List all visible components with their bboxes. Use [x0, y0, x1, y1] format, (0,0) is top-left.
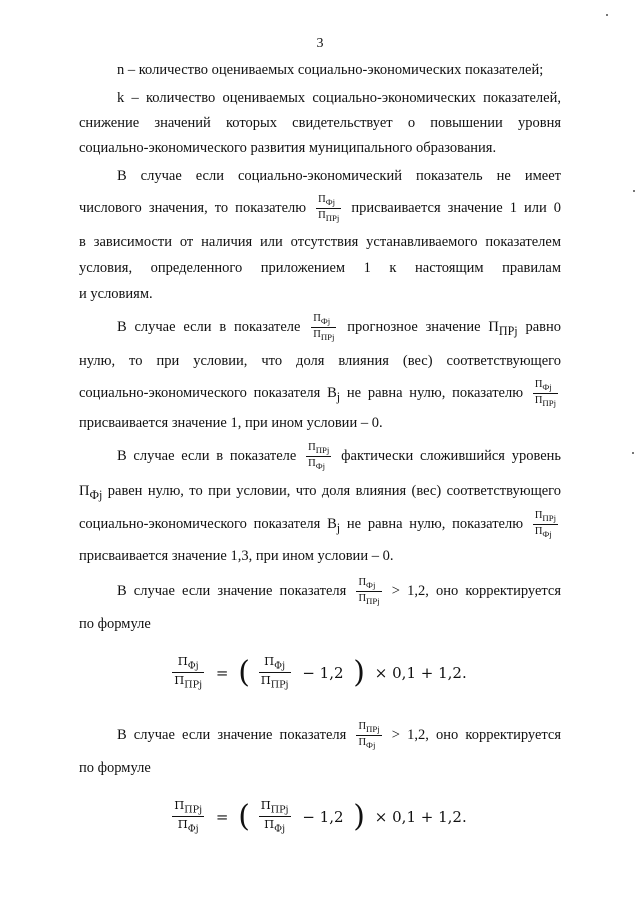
text-span: В случае если в показателе — [117, 319, 301, 336]
text-span: В случае если в показателе — [117, 448, 297, 465]
para-nonnumeric-line1: В случае если социально-экономический показатель не имеет — [117, 168, 561, 184]
symbol-p: П — [174, 672, 185, 687]
symbol-p: П — [308, 457, 316, 469]
symbol-p: П — [534, 525, 543, 537]
minus-term: − 1,2 — [302, 663, 344, 682]
fraction-denominator — [306, 457, 331, 471]
subscript: Фj — [542, 528, 552, 539]
subscript: ПРj — [270, 679, 289, 691]
text-span: фактически сложившийся уровень — [341, 448, 562, 465]
symbol-p: П — [313, 313, 321, 324]
fraction-numerator — [172, 800, 204, 817]
symbol-p: П — [313, 328, 321, 340]
para-correction2-line1 — [117, 722, 561, 750]
symbol-p: П — [358, 577, 367, 588]
subscript: Фj — [325, 197, 336, 208]
para-forecast-zero-line4: присваивается значение 1, при ином условии – 0. — [79, 415, 383, 431]
para-correction1-line1 — [117, 578, 561, 606]
subscript: Фj — [274, 660, 286, 672]
subscript: Фj — [187, 660, 199, 672]
fraction-denominator — [356, 736, 381, 750]
fraction-denominator — [533, 525, 558, 539]
fraction-pf-over-ppr — [172, 656, 204, 690]
formula-tail: × 0,1 + 1,2. — [374, 807, 467, 826]
fraction-numerator — [533, 380, 558, 394]
subscript: Фj — [274, 823, 286, 835]
fraction-ppr-over-pf — [172, 800, 204, 834]
subscript: Фj — [542, 382, 552, 393]
fraction-ppr-over-pf — [259, 800, 291, 834]
para-k-definition-line3: социально-экономического развития муниципального образования. — [79, 140, 497, 156]
formula-tail: × 0,1 + 1,2. — [374, 663, 467, 682]
text-span: числового значения, то показателю — [79, 200, 307, 217]
subscript: ПРj — [184, 679, 203, 691]
text-span: не равна нулю, показателю — [346, 385, 524, 402]
symbol-p: П — [264, 654, 275, 668]
text-span: присваивается значение 1 или 0 — [351, 200, 562, 217]
fraction-numerator — [533, 511, 558, 525]
symbol-p: П — [534, 379, 543, 390]
para-forecast-zero-line1 — [117, 314, 561, 342]
scan-speck — [632, 452, 634, 454]
symbol-p: П — [318, 209, 326, 221]
subscript: Фj — [366, 739, 376, 750]
fraction-numerator — [259, 656, 291, 673]
left-paren: ( — [238, 798, 250, 834]
text-span: $П_{Фj}$ — [79, 483, 103, 502]
subscript: ПРj — [366, 724, 380, 735]
text-span: социально-экономического показателя $В_j$ — [79, 385, 341, 405]
fraction-denominator — [311, 328, 336, 342]
para-k-definition-line1: k – количество оцениваемых социально-экономических показателей, — [117, 90, 561, 106]
subscript: Фj — [315, 460, 326, 471]
symbol-p: П — [318, 194, 326, 205]
fraction-denominator — [316, 209, 341, 223]
text-span: равен нулю, то при условии, что доля влияния (вес) соответствующего — [107, 483, 562, 499]
subscript: Фj — [366, 580, 376, 591]
formula-correction-1 — [0, 656, 640, 690]
fraction-denominator — [259, 817, 291, 834]
subscript: ПРj — [320, 331, 335, 342]
subscript: ПРj — [270, 804, 289, 816]
symbol-p: П — [260, 672, 271, 687]
para-k-definition-line2: снижение значений которых свидетельствует о повышении уровня — [79, 115, 561, 131]
para-fact-zero-line1 — [117, 443, 561, 471]
subscript: ПРj — [542, 513, 557, 524]
para-forecast-zero-line3 — [79, 380, 561, 408]
symbol-p: П — [264, 816, 275, 831]
para-nonnumeric-line3: в зависимости от наличия или отсутствия устанавливаемого показателем — [79, 234, 561, 250]
subscript: ПРj — [184, 804, 203, 816]
fraction-pf-over-ppr — [356, 578, 381, 606]
text-span: В случае если значение показателя — [117, 583, 347, 600]
fraction-numerator — [356, 578, 381, 592]
fraction-numerator — [172, 656, 204, 673]
formula-correction-2 — [0, 800, 640, 834]
text-span: равно — [525, 319, 561, 336]
subscript: ПРj — [366, 595, 380, 606]
para-correction1-line2: по формуле — [79, 616, 151, 632]
page-number: 3 — [316, 36, 324, 51]
symbol-p: П — [174, 798, 185, 812]
right-paren: ) — [353, 654, 366, 690]
symbol-p: П — [358, 721, 367, 732]
fraction-ppr-over-pf — [533, 511, 558, 539]
symbol-p: П — [358, 592, 367, 604]
para-correction2-line2: по формуле — [79, 760, 151, 776]
fraction-pf-over-ppr — [533, 380, 558, 408]
symbol-p: П — [177, 654, 188, 668]
symbol-p: П — [534, 394, 543, 406]
fraction-denominator — [356, 592, 381, 606]
equals-sign: = — [215, 807, 229, 826]
fraction-ppr-over-pf — [356, 722, 381, 750]
text-span: В случае если значение показателя — [117, 727, 347, 744]
equals-sign: = — [215, 663, 229, 682]
subscript: Фj — [187, 823, 199, 835]
fraction-pf-over-ppr — [259, 656, 291, 690]
fraction-denominator — [172, 673, 204, 690]
symbol-p: П — [308, 442, 316, 453]
para-nonnumeric-line5: и условиям. — [79, 286, 153, 302]
para-forecast-zero-line2: нулю, то при условии, что доля влияния (вес) соответствующего — [79, 353, 561, 369]
fraction-denominator — [172, 817, 204, 834]
fraction-denominator — [533, 394, 558, 408]
fraction-numerator — [316, 195, 341, 209]
symbol-p: П — [260, 798, 271, 812]
para-n-definition: n – количество оцениваемых социально-экономических показателей; — [117, 62, 544, 78]
scan-speck — [633, 190, 635, 192]
symbol-p: П — [177, 816, 188, 831]
fraction-denominator — [259, 673, 291, 690]
symbol-p: П — [358, 736, 367, 748]
fraction-pf-over-ppr — [316, 195, 341, 223]
text-span: прогнозное значение $П_{ПРj}$ — [347, 319, 518, 339]
scan-speck — [606, 14, 608, 16]
text-span: > 1,2, оно корректируется — [391, 727, 562, 744]
para-fact-zero-line4: присваивается значение 1,3, при ином условии – 0. — [79, 548, 394, 564]
left-paren: ( — [238, 654, 250, 690]
para-fact-zero-line3 — [79, 511, 561, 539]
fraction-numerator — [311, 314, 336, 328]
para-nonnumeric-line4: условия, определенного приложением 1 к настоящим правилам — [79, 260, 561, 276]
symbol-p: П — [534, 510, 543, 521]
fraction-pf-over-ppr — [311, 314, 336, 342]
text-span: не равна нулю, показателю — [346, 516, 524, 533]
right-paren: ) — [353, 798, 366, 834]
text-span: социально-экономического показателя $В_j$ — [79, 516, 341, 536]
subscript: Фj — [320, 316, 331, 327]
fraction-numerator — [259, 800, 291, 817]
subscript: ПРj — [542, 397, 557, 408]
subscript: ПРj — [325, 212, 340, 223]
para-nonnumeric-line2 — [79, 195, 561, 223]
fraction-numerator — [356, 722, 381, 736]
subscript: ПРj — [315, 445, 330, 456]
text-span: > 1,2, оно корректируется — [391, 583, 562, 600]
para-fact-zero-line2 — [79, 481, 561, 505]
fraction-numerator — [306, 443, 331, 457]
fraction-ppr-over-pf — [306, 443, 331, 471]
minus-term: − 1,2 — [302, 807, 344, 826]
